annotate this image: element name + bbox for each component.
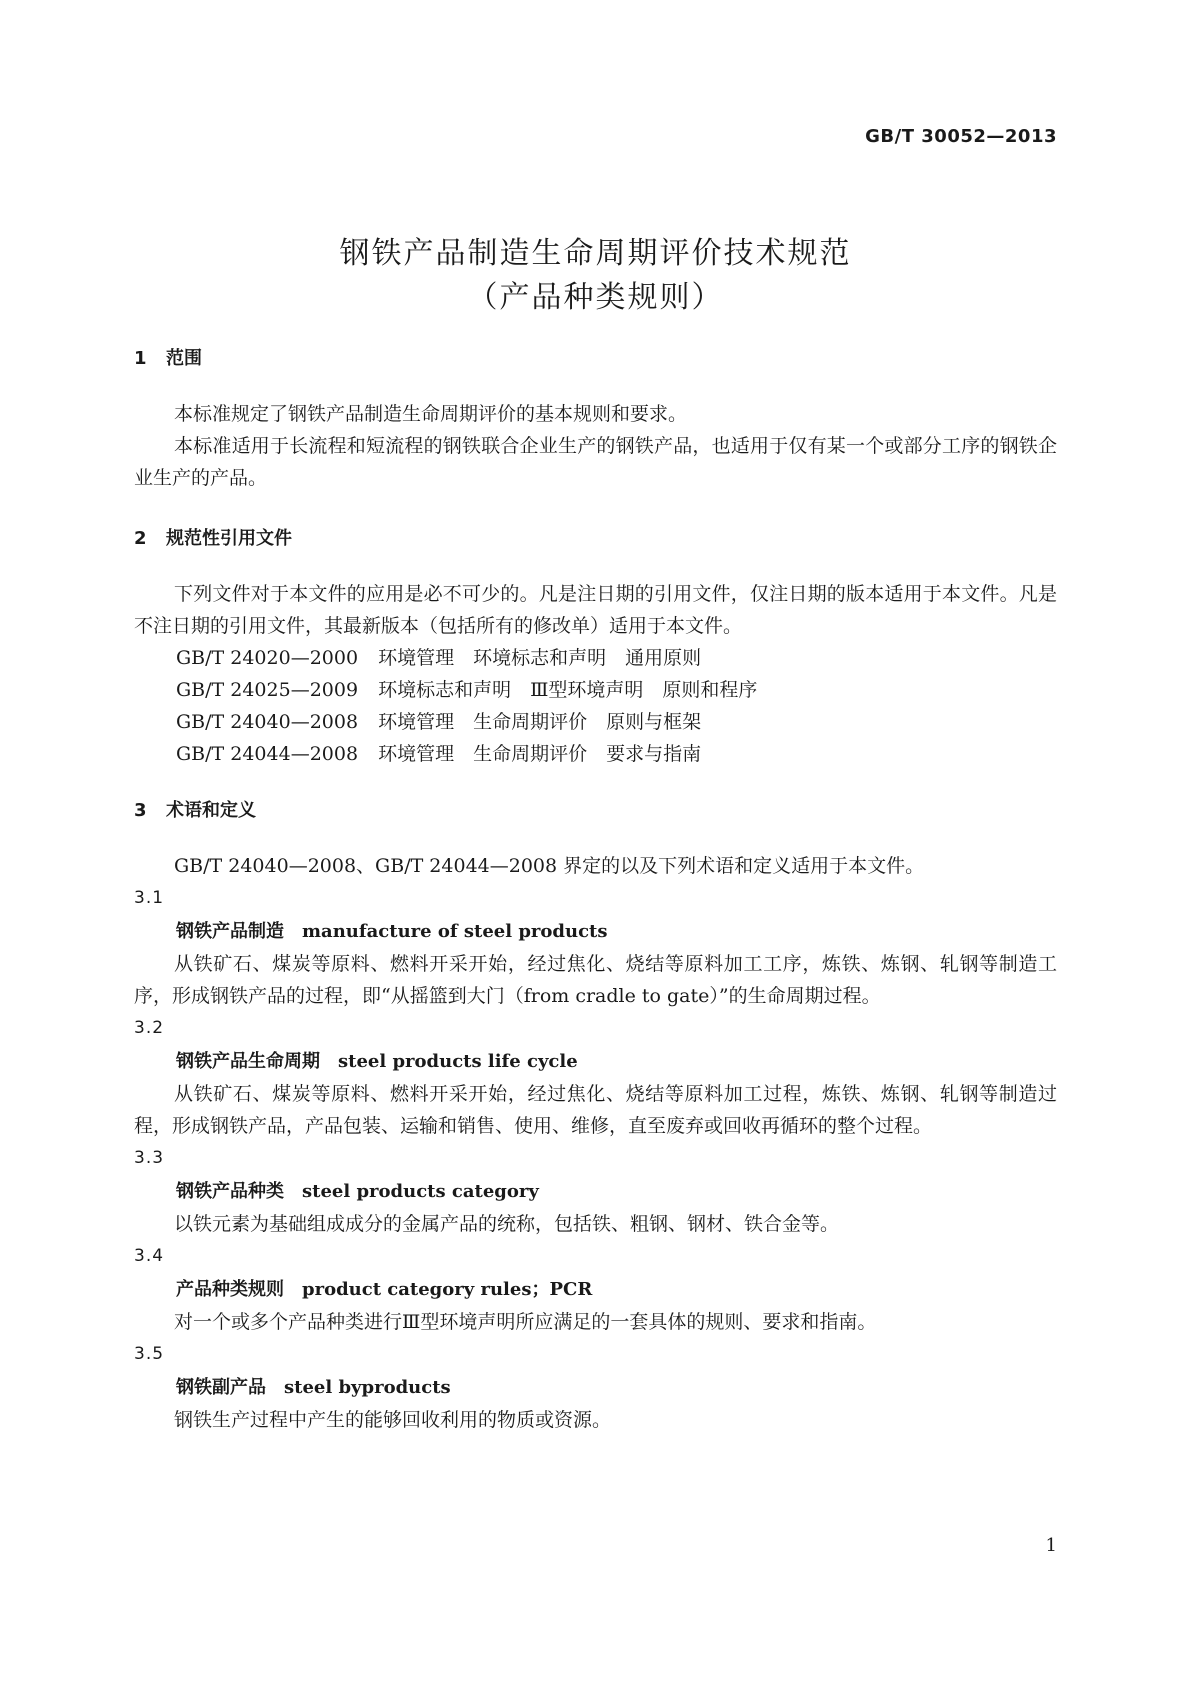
term-heading xyxy=(134,1045,1057,1078)
paragraph: GB/T 24040—2008、GB/T 24044—2008 界定的以及下列术语和定义适用于本文件。 xyxy=(174,855,925,877)
term-en: steel byproducts xyxy=(284,1377,451,1398)
section-3-heading xyxy=(134,796,256,822)
term-number: 3.4 xyxy=(134,1246,165,1266)
reference-item xyxy=(134,706,1057,738)
term-number: 3.1 xyxy=(134,888,165,908)
term-zh: 产品种类规则 xyxy=(176,1279,284,1300)
term-definition: 钢铁生产过程中产生的能够回收利用的物质或资源。 xyxy=(174,1409,612,1431)
standard-number: GB/T 30052—2013 xyxy=(865,126,1057,147)
term-zh: 钢铁产品种类 xyxy=(176,1181,284,1202)
term-en: manufacture of steel products xyxy=(302,921,608,942)
section-1-heading xyxy=(134,344,202,370)
section-3-body xyxy=(134,850,1057,1436)
term-en: steel products life cycle xyxy=(338,1051,578,1072)
reference-code: GB/T 24044—2008 xyxy=(176,743,359,765)
term-definition: 以铁元素为基础组成成分的金属产品的统称，包括铁、粗钢、钢材、铁合金等。 xyxy=(174,1213,840,1235)
term-definition: 从铁矿石、煤炭等原料、燃料开采开始，经过焦化、烧结等原料加工工序，炼铁、炼钢、轧钢等制造工序，形成钢铁产品的过程，即“从摇篮到大门（from cradle to gate）”的生命周期过程。 xyxy=(134,953,1057,1007)
term-definition: 从铁矿石、煤炭等原料、燃料开采开始，经过焦化、烧结等原料加工过程，炼铁、炼钢、轧钢等制造过程，形成钢铁产品，产品包装、运输和销售、使用、维修，直至废弃或回收再循环的整个过程。 xyxy=(134,1083,1057,1137)
section-2-heading xyxy=(134,524,292,550)
term-number: 3.2 xyxy=(134,1018,165,1038)
reference-title: 环境标志和声明 Ⅲ型环境声明 原则和程序 xyxy=(378,679,758,701)
paragraph: 本标准适用于长流程和短流程的钢铁联合企业生产的钢铁产品，也适用于仅有某一个或部分工序的钢铁企业生产的产品。 xyxy=(134,435,1057,489)
term-number: 3.5 xyxy=(134,1344,165,1364)
section-title: 术语和定义 xyxy=(166,800,256,821)
page-number: 1 xyxy=(1045,1535,1057,1556)
term-heading xyxy=(134,915,1057,948)
section-title: 规范性引用文件 xyxy=(166,528,292,549)
term-zh: 钢铁副产品 xyxy=(176,1377,266,1398)
paragraph: 本标准规定了钢铁产品制造生命周期评价的基本规则和要求。 xyxy=(174,403,688,425)
document-title: 钢铁产品制造生命周期评价技术规范 xyxy=(339,236,852,271)
reference-title: 环境管理 环境标志和声明 通用原则 xyxy=(378,647,702,669)
reference-item xyxy=(134,642,1057,674)
reference-code: GB/T 24025—2009 xyxy=(176,679,359,701)
reference-title: 环境管理 生命周期评价 原则与框架 xyxy=(378,711,702,733)
section-number: 2 xyxy=(134,528,147,549)
term-zh: 钢铁产品制造 xyxy=(176,921,284,942)
term-number: 3.3 xyxy=(134,1148,165,1168)
term-heading xyxy=(134,1175,1057,1208)
reference-item xyxy=(134,674,1057,706)
term-heading xyxy=(134,1371,1057,1404)
section-2-body xyxy=(134,578,1057,770)
section-1-body xyxy=(134,398,1057,494)
reference-item xyxy=(134,738,1057,770)
section-number: 3 xyxy=(134,800,147,821)
term-heading xyxy=(134,1273,1057,1306)
term-en: product category rules；PCR xyxy=(302,1279,593,1300)
reference-code: GB/T 24040—2008 xyxy=(176,711,359,733)
reference-title: 环境管理 生命周期评价 要求与指南 xyxy=(378,743,702,765)
paragraph: 下列文件对于本文件的应用是必不可少的。凡是注日期的引用文件，仅注日期的版本适用于本文件。凡是不注日期的引用文件，其最新版本（包括所有的修改单）适用于本文件。 xyxy=(134,583,1057,637)
section-number: 1 xyxy=(134,348,147,369)
document-subtitle: （产品种类规则） xyxy=(467,280,724,315)
term-zh: 钢铁产品生命周期 xyxy=(176,1051,320,1072)
section-title: 范围 xyxy=(166,348,202,369)
term-en: steel products category xyxy=(302,1181,539,1202)
reference-code: GB/T 24020—2000 xyxy=(176,647,359,669)
term-definition: 对一个或多个产品种类进行Ⅲ型环境声明所应满足的一套具体的规则、要求和指南。 xyxy=(174,1311,877,1333)
